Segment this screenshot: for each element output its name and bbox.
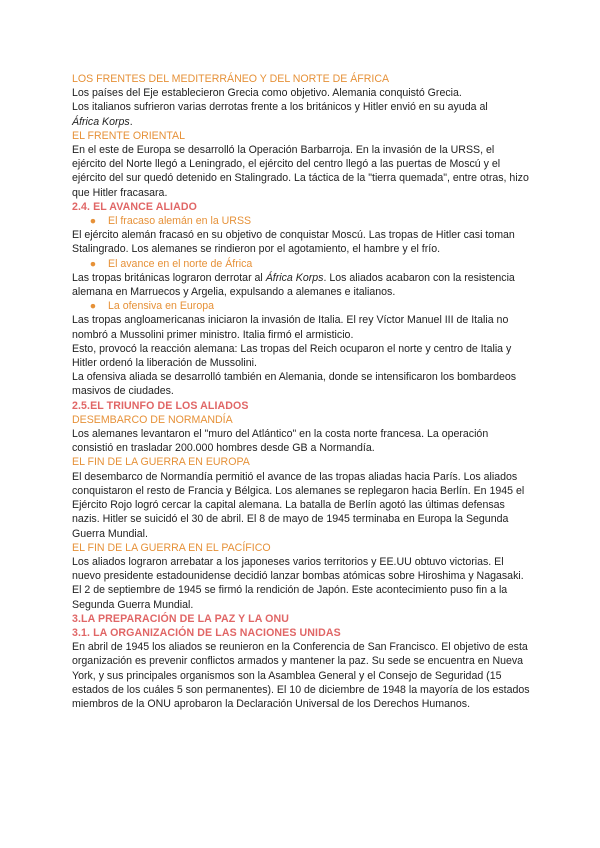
section-heading-avance-aliado: 2.4. EL AVANCE ALIADO — [72, 200, 197, 213]
bullet-fracaso-urss — [72, 214, 530, 228]
section-heading-fin-europa: EL FIN DE LA GUERRA EN EUROPA — [72, 456, 250, 469]
bullet-ofensiva-europa — [72, 299, 530, 313]
paragraph-fin-pacifico: Los aliados lograron arrebatar a los japoneses varios territorios y EE.UU obtuvo victorias. El nuevo presidente estadounidense decidió lanzar bombas atómicas sobre Hiroshima y Nagasaki. El 2 de septiembre de 1945 se firmó la rendición de Japón. Este acontecimiento puso fin a la Segunda Guerra Mundial. — [72, 555, 524, 611]
paragraph-italianos-end: . — [129, 115, 133, 128]
section-heading-triunfo-aliados: 2.5.EL TRIUNFO DE LOS ALIADOS — [72, 399, 249, 412]
section-heading-fin-pacifico: EL FIN DE LA GUERRA EN EL PACÍFICO — [72, 541, 271, 554]
paragraph-fin-europa: El desembarco de Normandía permitió el avance de las tropas aliadas hacia París. Los aliados conquistaron el resto de Francia y Bélgica. Los alemanes se replegaron hacia Berlín. En 1945 el Ejército Rojo logró cercar la capital alemana. La batalla de Berlín agotó las últimas defensas nazis. Hitler se suicidó el 30 de abril. El 8 de mayo de 1945 terminaba en Europa la Segunda Guerra Mundial. — [72, 470, 525, 540]
bullet-norte-africa — [72, 257, 530, 271]
paragraph-britanicas-text: Las tropas británicas lograron derrotar al — [72, 271, 266, 284]
africa-korps-emphasis: África Korps — [265, 271, 324, 284]
paragraph-italianos-text: Los italianos sufrieron varias derrotas frente a los británicos y Hitler envió en su ayuda al — [72, 101, 488, 114]
bullet-dot-icon: ● — [89, 257, 97, 270]
paragraph-grecia: Los países del Eje establecieron Grecia como objetivo. Alemania conquistó Grecia. — [72, 87, 462, 100]
paragraph-britanicas-end: . Los aliados acabaron con la resistencia alemana en Marruecos y Argelia, expulsando a alemanes e italianos. — [72, 271, 515, 299]
document-body — [72, 72, 530, 711]
paragraph-barbarroja: En el este de Europa se desarrolló la Operación Barbarroja. En la invasión de la URSS, el ejército del Norte llegó a Leningrado, el ejército del centro llegó a las puertas de Moscú y el ejército del sur quedó detenido en Stalingrado. La táctica de la "tierra quemada", entre otras, hizo que Hitler fracasara. — [72, 144, 529, 199]
bullet-dot-icon: ● — [89, 215, 97, 228]
paragraph-tropas-britanicas — [72, 271, 530, 299]
paragraph-moscu: El ejército alemán fracasó en su objetivo de conquistar Moscú. Las tropas de Hitler casi toman Stalingrado. Los alemanes se rindieron por el agotamiento, el hambre y el frío. — [72, 229, 515, 256]
bullet-dot-icon: ● — [89, 300, 97, 313]
bullet-label: El avance en el norte de África — [108, 257, 253, 270]
section-heading-naciones-unidas: 3.1. LA ORGANIZACIÓN DE LAS NACIONES UNIDAS — [72, 626, 341, 639]
bullet-label: La ofensiva en Europa — [108, 300, 215, 313]
section-heading-preparacion-paz: 3.LA PREPARACIÓN DE LA PAZ Y LA ONU — [72, 612, 289, 625]
paragraph-invasion-italia: Las tropas angloamericanas iniciaron la invasión de Italia. El rey Víctor Manuel III de Italia no nombró a Mussolini primer ministro. Italia firmó el armisticio. — [72, 314, 509, 341]
paragraph-onu: En abril de 1945 los aliados se reunieron en la Conferencia de San Francisco. El objetivo de esta organización es prevenir conflictos armados y mantener la paz. Su sede se encuentra en Nueva York, y sus principales organismos son la Asamblea General y el Consejo de Seguridad (15 estados de los cuáles 5 son permanentes). El 10 de diciembre de 1948 la mayoría de los estados miembros de la ONU aprobaron la Declaración Universal de los Derechos Humanos. — [72, 641, 530, 710]
paragraph-muro-atlantico: Los alemanes levantaron el "muro del Atlántico" en la costa norte francesa. La operación consistió en trasladar 200.000 hombres desde GB a Normandía. — [72, 428, 489, 455]
paragraph-italianos — [72, 100, 530, 128]
africa-korps-emphasis: África Korps — [72, 115, 130, 128]
bullet-label: El fracaso alemán en la URSS — [108, 215, 252, 228]
section-heading-normandia: DESEMBARCO DE NORMANDÍA — [72, 413, 233, 426]
paragraph-reaccion-alemana: Esto, provocó la reacción alemana: Las tropas del Reich ocuparon el norte y centro de Italia y Hitler ordenó la liberación de Mussolini. — [72, 342, 512, 370]
paragraph-ofensiva-alemania: La ofensiva aliada se desarrolló también en Alemania, donde se intensificaron los bombardeos masivos de ciudades. — [72, 371, 517, 398]
section-heading-frente-oriental: EL FRENTE ORIENTAL — [72, 129, 186, 142]
section-heading-mediterraneo: LOS FRENTES DEL MEDITERRÁNEO Y DEL NORTE DE ÁFRICA — [72, 73, 390, 85]
